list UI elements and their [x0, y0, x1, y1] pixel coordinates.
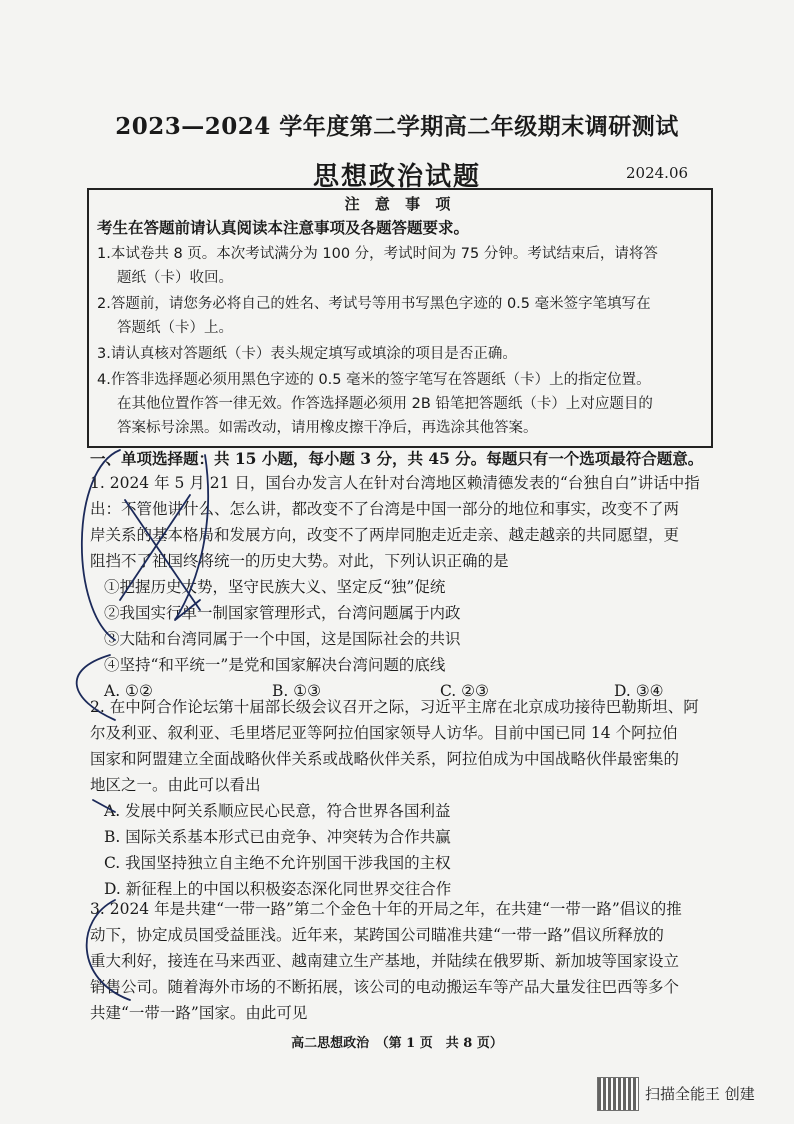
- notice-box: [87, 188, 713, 448]
- question-text-line: 国家和阿盟建立全面战略伙伴关系或战略伙伴关系，阿拉伯成为中国战略伙伴最密集的: [90, 750, 680, 768]
- question-text-line: 地区之一。由此可以看出: [90, 776, 261, 794]
- notice-item: [97, 242, 703, 290]
- notice-heading: 注 意 事 项: [344, 195, 456, 213]
- question-1: [90, 470, 730, 704]
- notice-line: 题纸（卡）收回。: [117, 270, 233, 286]
- question-text-line: 共建“一带一路”国家。由此可见: [90, 1004, 308, 1022]
- question-text-line: 2. 在中阿合作论坛第十届部长级会议召开之际，习近平主席在北京成功接待巴勒斯坦、阿: [90, 698, 699, 716]
- option-d[interactable]: D. 新征程上的中国以积极姿态深化同世界交往合作: [104, 880, 452, 898]
- statement: ②我国实行单一制国家管理形式，台湾问题属于内政: [104, 604, 461, 622]
- notice-line: 答案标号涂黑。如需改动，请用橡皮擦干净后，再选涂其他答案。: [117, 420, 538, 436]
- qr-code-icon: [597, 1077, 639, 1111]
- option-b[interactable]: B. 国际关系基本形式已由竞争、冲突转为合作共赢: [104, 828, 451, 846]
- question-text-line: 阻挡不了祖国终将统一的历史大势。对此，下列认识正确的是: [90, 552, 509, 570]
- scanner-watermark: [597, 1077, 787, 1109]
- option-c[interactable]: C. 我国坚持独立自主绝不允许别国干涉我国的主权: [104, 854, 451, 872]
- notice-item: [97, 368, 703, 440]
- notice-item: [97, 292, 703, 340]
- notice-line: 1.本试卷共 8 页。本次考试满分为 100 分，考试时间为 75 分钟。考试结束后，请将答: [97, 246, 658, 262]
- question-text-line: 销售公司。随着海外市场的不断拓展，该公司的电动搬运车等产品大量发往巴西等多个: [90, 978, 680, 996]
- statement: ④坚持“和平统一”是党和国家解决台湾问题的底线: [104, 656, 446, 674]
- exam-title: 2023—2024 学年度第二学期高二年级期末调研测试: [115, 113, 679, 140]
- watermark-text: 扫描全能王 创建: [645, 1085, 755, 1103]
- question-text-line: 岸关系的基本格局和发展方向，改变不了两岸同胞走近走亲、越走越亲的共同愿望，更: [90, 526, 680, 544]
- page-footer: 高二思想政治 （第 1 页 共 8 页）: [291, 1036, 503, 1051]
- notice-line: 在其他位置作答一律无效。作答选择题必须用 2B 铅笔把答题纸（卡）上对应题目的: [117, 396, 653, 412]
- statement: ③大陆和台湾同属于一个中国，这是国际社会的共识: [104, 630, 461, 648]
- statement: ①把握历史大势，坚守民族大义、坚定反“独”促统: [104, 578, 446, 596]
- notice-line: 4.作答非选择题必须用黑色字迹的 0.5 毫米的签字笔写在答题纸（卡）上的指定位置。: [97, 372, 651, 388]
- option-a[interactable]: A. ①②: [104, 682, 153, 700]
- question-text-line: 出：不管他讲什么、怎么讲，都改变不了台湾是中国一部分的地位和事实，改变不了两: [90, 500, 680, 518]
- question-3: [90, 896, 730, 1026]
- notice-line: 3.请认真核对答题纸（卡）表头规定填写或填涂的项目是否正确。: [97, 346, 517, 362]
- notice-line: 2.答题前，请您务必将自己的姓名、考试号等用书写黑色字迹的 0.5 毫米签字笔填写在: [97, 296, 651, 312]
- notice-line: 答题纸（卡）上。: [117, 320, 233, 336]
- notice-intro: 考生在答题前请认真阅读本注意事项及各题答题要求。: [97, 218, 470, 237]
- question-text-line: 1. 2024 年 5 月 21 日，国台办发言人在针对台湾地区赖清德发表的“台独自白”讲话中指: [90, 474, 700, 492]
- question-text-line: 动下，协定成员国受益匪浅。近年来，某跨国公司瞄准共建“一带一路”倡议所释放的: [90, 926, 664, 944]
- question-text-line: 3. 2024 年是共建“一带一路”第二个金色十年的开局之年，在共建“一带一路”倡议的推: [90, 900, 682, 918]
- question-2: [90, 694, 730, 902]
- option-b[interactable]: B. ①③: [272, 682, 322, 700]
- section-heading: 一、单项选择题：共 15 小题，每小题 3 分，共 45 分。每题只有一个选项最符合题意。: [90, 449, 704, 468]
- option-a[interactable]: A. 发展中阿关系顺应民心民意，符合世界各国利益: [104, 802, 451, 820]
- option-d[interactable]: D. ③④: [614, 682, 664, 700]
- subject-title: 思想政治试题: [312, 162, 481, 192]
- option-c[interactable]: C. ②③: [440, 682, 489, 700]
- question-text-line: 重大利好，接连在马来西亚、越南建立生产基地，并陆续在俄罗斯、新加坡等国家设立: [90, 952, 680, 970]
- exam-date: 2024.06: [626, 164, 689, 182]
- notice-item: [97, 342, 703, 366]
- question-text-line: 尔及利亚、叙利亚、毛里塔尼亚等阿拉伯国家领导人访华。目前中国已同 14 个阿拉伯: [90, 724, 678, 742]
